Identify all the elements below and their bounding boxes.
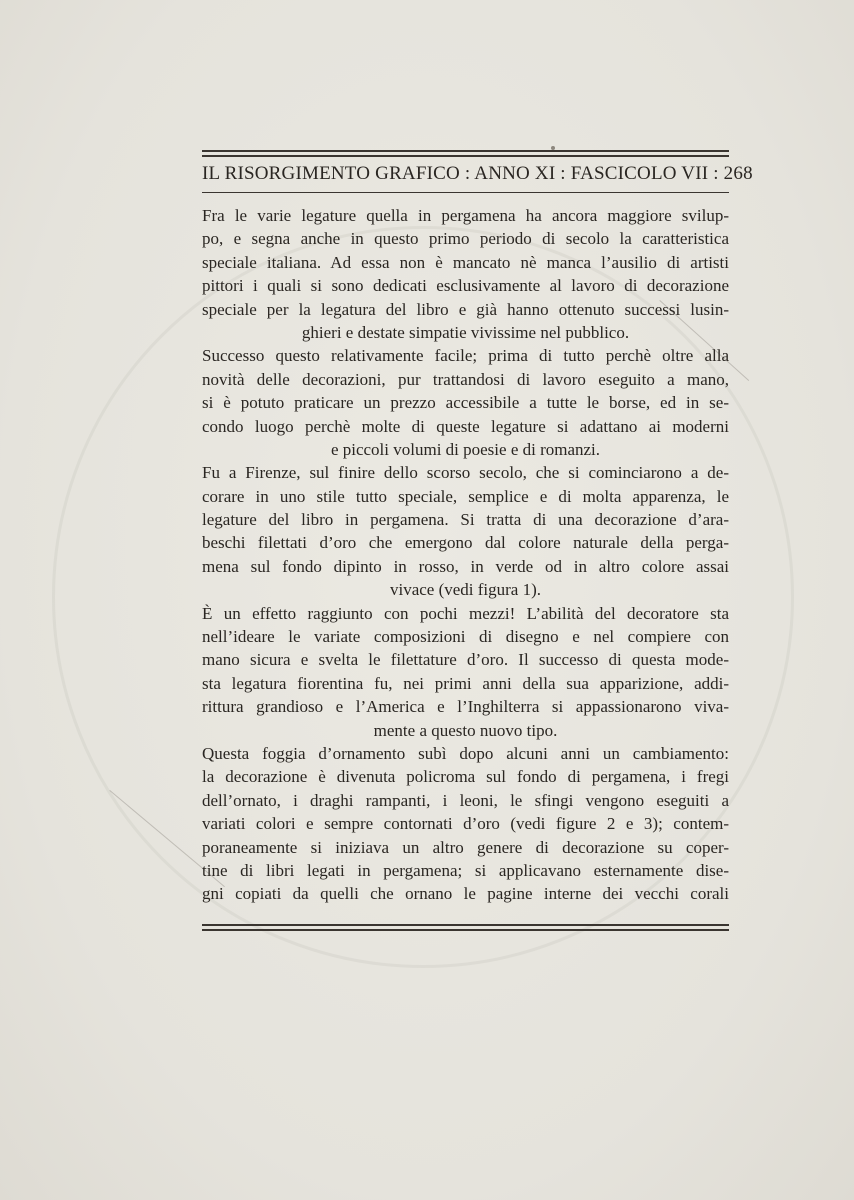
- header-double-rule: [202, 150, 729, 158]
- text-line: Fra le varie legature quella in pergamena ha ancora maggiore svilup-: [202, 206, 729, 225]
- text-line: ghieri e destate simpatie vivissime nel pubblico.: [301, 322, 630, 342]
- text-line: tine di libri legati in pergamena; si applicavano esternamente dise-: [202, 860, 729, 880]
- text-line: po, e segna anche in questo primo periodo di secolo la caratteristica: [202, 229, 729, 249]
- text-line: vivace (vedi figura 1).: [389, 580, 542, 600]
- text-line: mente a questo nuovo tipo.: [373, 720, 558, 740]
- text-line: mena sul fondo dipinto in rosso, in verde od in altro colore assai: [202, 556, 729, 576]
- header-underline: [202, 192, 729, 193]
- text-line: legature del libro in pergamena. Si tratta di una decorazione d’ara-: [202, 510, 729, 530]
- text-line: novità delle decorazioni, pur trattandosi di lavoro eseguito a mano,: [202, 369, 729, 389]
- text-line: corare in uno stile tutto speciale, semplice e di molta apparenza, le: [202, 486, 729, 506]
- text-line: È un effetto raggiunto con pochi mezzi! L’abilità del decoratore sta: [202, 603, 729, 623]
- text-line: pittori i quali si sono dedicati esclusivamente al lavoro di decorazione: [202, 276, 729, 296]
- text-line: speciale italiana. Ad essa non è mancato nè manca l’ausilio di artisti: [202, 252, 729, 272]
- running-head: [202, 163, 753, 185]
- text-line: dell’ornato, i draghi rampanti, i leoni, le sfingi vengono eseguiti a: [202, 790, 729, 810]
- paragraph: [202, 602, 729, 742]
- article-body: [202, 204, 729, 906]
- text-line: rittura grandioso e l’America e l’Inghilterra si appassionarono viva-: [202, 697, 729, 717]
- text-line: la decorazione è divenuta policroma sul fondo di pergamena, i fregi: [202, 767, 729, 787]
- paragraph: [202, 344, 729, 461]
- text-line: Successo questo relativamente facile; prima di tutto perchè oltre alla: [202, 346, 729, 366]
- text-line: sta legatura fiorentina fu, nei primi anni della sua apparizione, addi-: [202, 673, 729, 693]
- text-line: si è potuto praticare un prezzo accessibile a tutte le borse, ed in se-: [202, 393, 729, 413]
- running-head-text: IL RISORGIMENTO GRAFICO : ANNO XI : FASCICOLO VII : 268: [202, 163, 753, 184]
- text-line: poraneamente si iniziava un altro genere di decorazione su coper-: [202, 837, 729, 857]
- paragraph: [202, 461, 729, 601]
- text-line: condo luogo perchè molte di queste legature si adattano ai moderni: [202, 416, 729, 436]
- text-line: nell’ideare le variate composizioni di disegno e nel compiere con: [202, 627, 729, 647]
- text-line: Fu a Firenze, sul finire dello scorso secolo, che si cominciarono a de-: [202, 463, 729, 483]
- text-line: Questa foggia d’ornamento subì dopo alcuni anni un cambiamento:: [202, 743, 729, 763]
- text-line: variati colori e sempre contornati d’oro (vedi figure 2 e 3); contem-: [202, 814, 729, 834]
- footer-double-rule: [202, 924, 729, 932]
- text-line: mano sicura e svelta le filettature d’oro. Il successo di questa mode-: [202, 650, 729, 670]
- text-line: gni copiati da quelli che ornano le pagine interne dei vecchi corali: [202, 884, 729, 904]
- paragraph: [202, 742, 729, 906]
- paragraph: [202, 204, 729, 344]
- text-line: e piccoli volumi di poesie e di romanzi.: [330, 439, 601, 459]
- text-line: speciale per la legatura del libro e già hanno ottenuto successi lusin-: [202, 299, 729, 319]
- text-line: beschi filettati d’oro che emergono dal colore naturale della perga-: [202, 533, 729, 553]
